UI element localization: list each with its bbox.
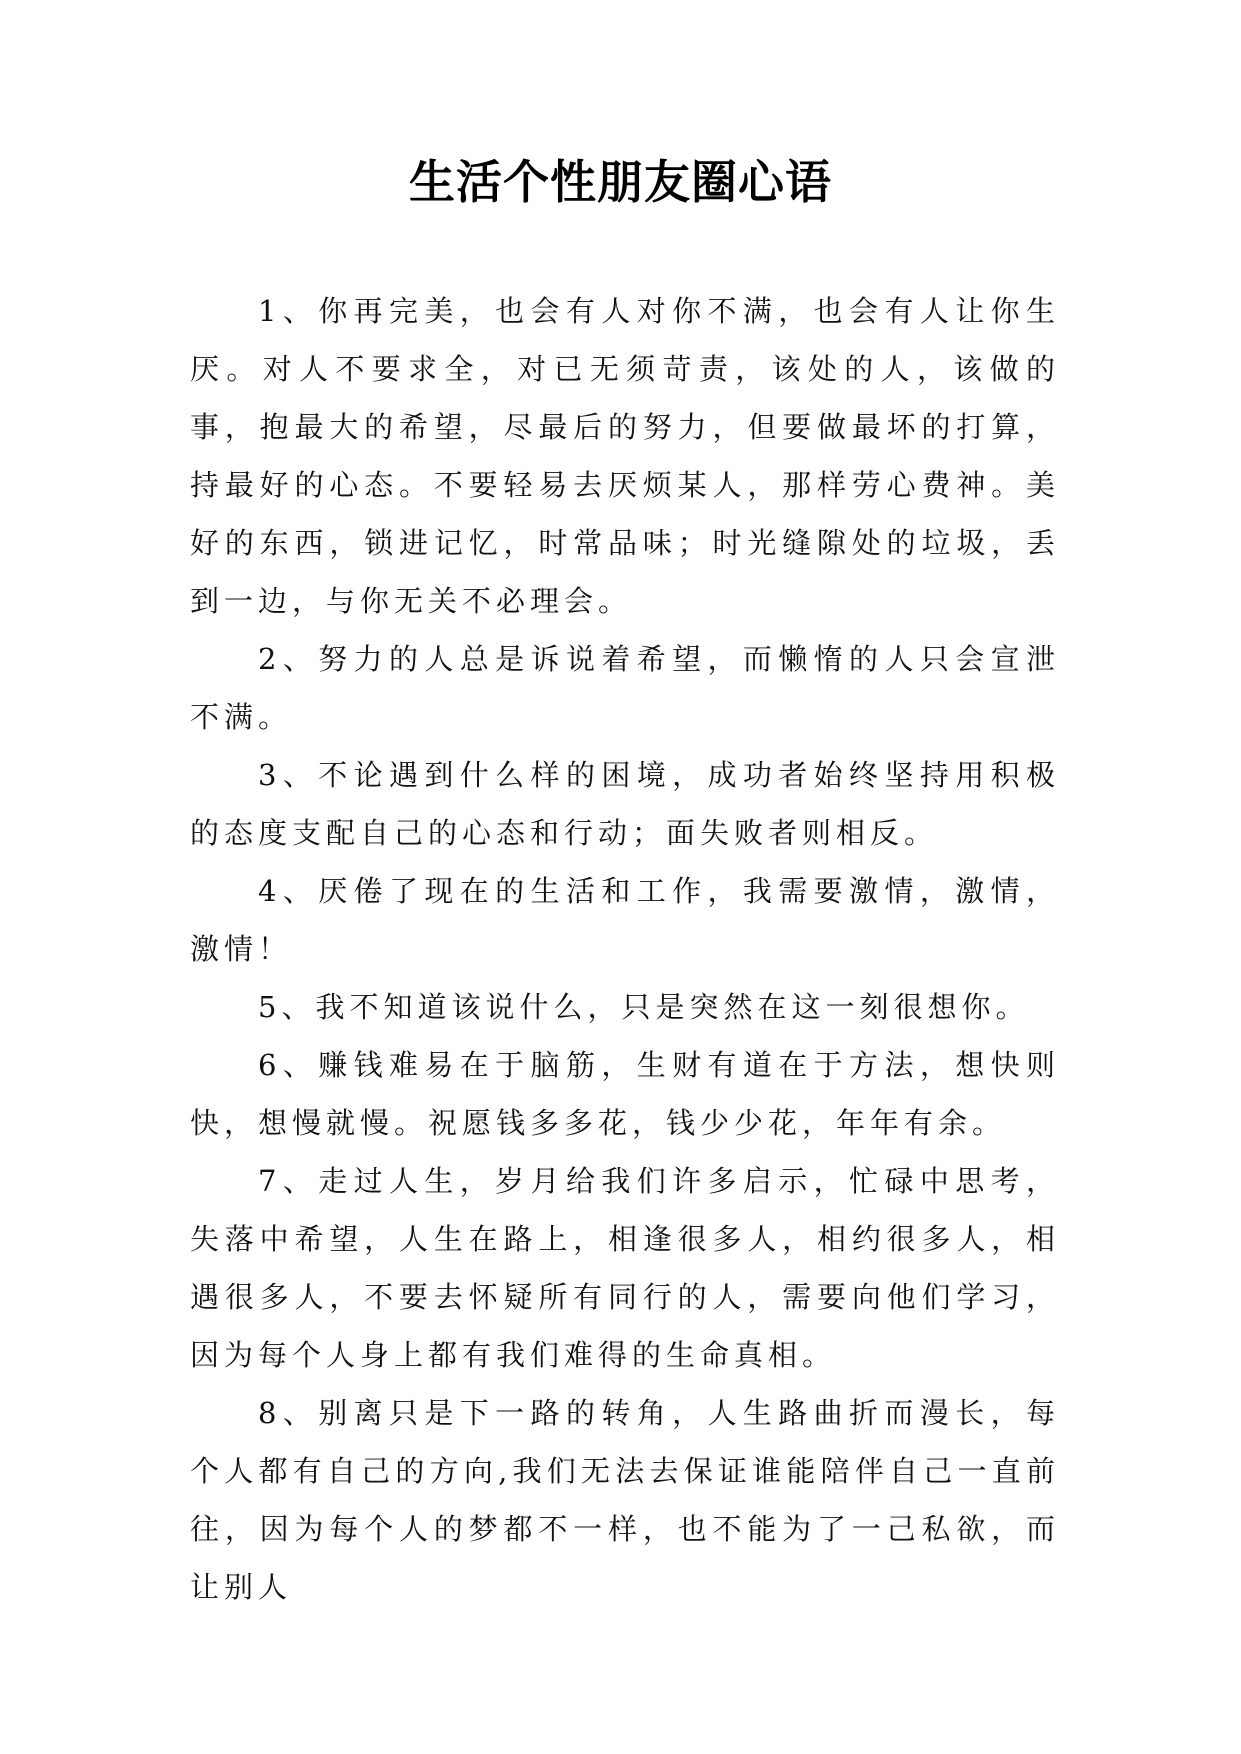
paragraph-3: 3、不论遇到什么样的困境，成功者始终坚持用积极的态度支配自己的心态和行动；面失败者则相反。 bbox=[190, 758, 1060, 850]
paragraph-8: 8、别离只是下一路的转角，人生路曲折而漫长，每个人都有自己的方向,我们无法去保证谁能陪伴自己一直前往，因为每个人的梦都不一样，也不能为了一己私欲，而让别人 bbox=[190, 1396, 1060, 1604]
paragraph-2: 2、努力的人总是诉说着希望，而懒惰的人只会宣泄不满。 bbox=[190, 642, 1060, 734]
paragraph-1: 1、你再完美，也会有人对你不满，也会有人让你生厌。对人不要求全，对已无须苛责，该处的人，该做的事，抱最大的希望，尽最后的努力，但要做最坏的打算，持最好的心态。不要轻易去厌烦某人，那样劳心费神。美好的东西，锁进记忆，时常品味；时光缝隙处的垃圾，丢到一边，与你无关不必理会。 bbox=[190, 294, 1060, 618]
paragraph-6: 6、赚钱难易在于脑筋，生财有道在于方法，想快则快，想慢就慢。祝愿钱多多花，钱少少花，年年有余。 bbox=[190, 1048, 1060, 1140]
paragraph-7: 7、走过人生，岁月给我们许多启示，忙碌中思考，失落中希望，人生在路上，相逢很多人，相约很多人，相遇很多人，不要去怀疑所有同行的人，需要向他们学习，因为每个人身上都有我们难得的生命真相。 bbox=[190, 1164, 1060, 1372]
page-title: 生活个性朋友圈心语 bbox=[409, 155, 832, 209]
paragraph-4: 4、厌倦了现在的生活和工作，我需要激情，激情，激情！ bbox=[190, 874, 1060, 966]
document-body bbox=[190, 282, 1060, 1616]
paragraph-5: 5、我不知道该说什么，只是突然在这一刻很想你。 bbox=[258, 990, 1030, 1024]
